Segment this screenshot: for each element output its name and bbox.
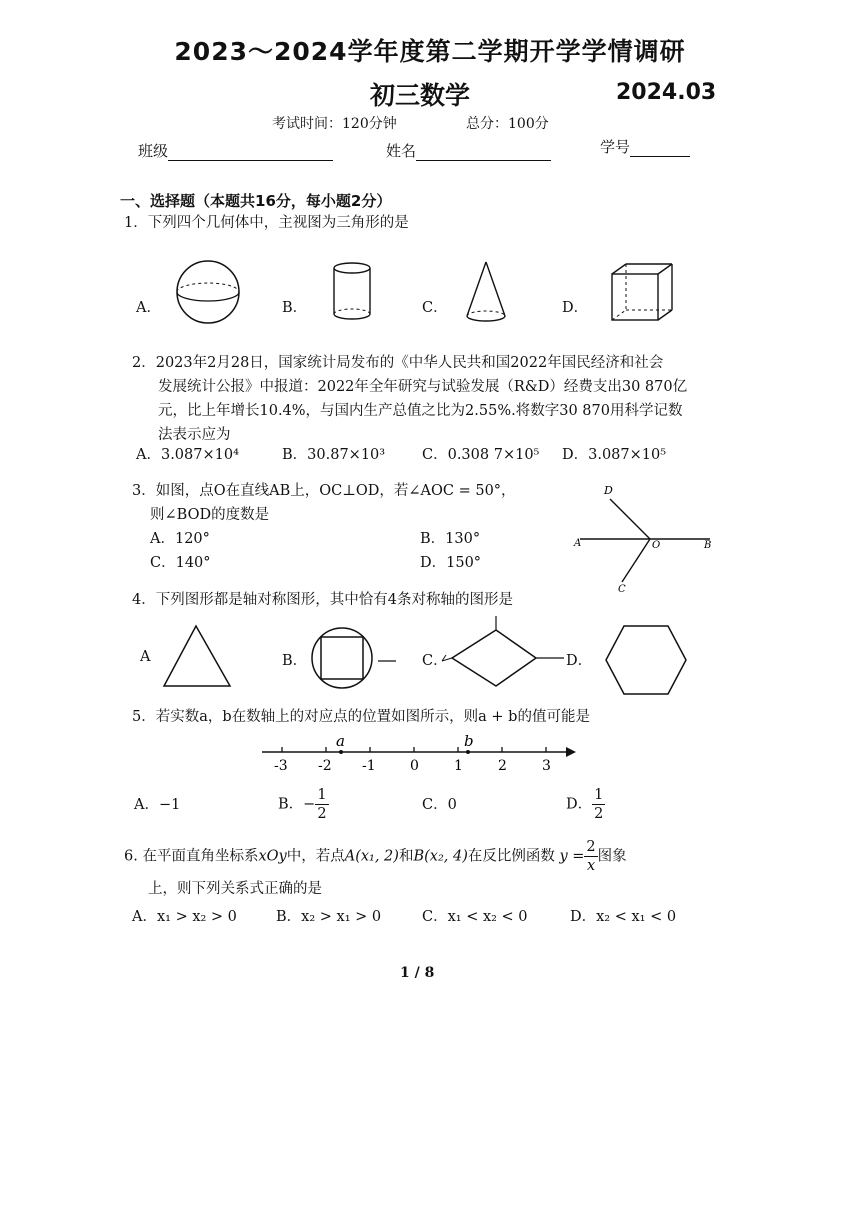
point-b-label: b xyxy=(464,732,474,750)
id-label: 学号 xyxy=(600,138,631,156)
number-line-tick-label: 1 xyxy=(454,758,463,774)
q5-option-a[interactable]: A．−1 xyxy=(134,797,181,813)
q4-option-c[interactable]: C． xyxy=(422,653,448,669)
q3-line-1: 3．如图，点O在直线AB上，OC⊥OD，若∠AOC = 50°， xyxy=(132,483,516,499)
label-b: B xyxy=(704,540,712,551)
q4-option-a[interactable]: A xyxy=(140,649,151,665)
number-line-tick-label: -2 xyxy=(318,758,332,774)
sphere-figure xyxy=(170,258,250,338)
q4-option-b[interactable]: B． xyxy=(282,653,308,669)
label-a: A xyxy=(574,538,582,549)
section-heading: 一、选择题（本题共16分，每小题2分） xyxy=(120,192,392,210)
q1-stem xyxy=(124,211,409,235)
point-a-label: a xyxy=(336,732,345,750)
cube-figure xyxy=(608,260,688,330)
q6-option-d[interactable]: D．x₂ < x₁ < 0 xyxy=(570,909,677,925)
q4-text: 下列图形都是轴对称图形，其中恰有4条对称轴的图形是 xyxy=(155,592,513,608)
q1-option-b[interactable]: B． xyxy=(282,300,308,316)
q5-option-d[interactable]: D． $\frac{1}{2}$ xyxy=(566,787,604,822)
class-field xyxy=(138,140,333,161)
exam-date: 2024.03 xyxy=(616,80,717,105)
q1-option-a[interactable]: A． xyxy=(136,300,161,316)
q6-option-a[interactable]: A．x₁ > x₂ > 0 xyxy=(132,909,237,925)
q5-option-c[interactable]: C．0 xyxy=(422,797,457,813)
fraction-half: $\frac{1}{2}$ xyxy=(317,787,327,822)
hexagon-figure xyxy=(598,620,694,700)
triangle-figure xyxy=(160,620,240,690)
q1-option-d[interactable]: D． xyxy=(562,300,589,316)
name-field xyxy=(386,140,551,161)
fraction-half: $\frac{1}{2}$ xyxy=(594,787,604,822)
q3-option-c[interactable]: C．140° xyxy=(150,555,211,571)
number-line-tick-label: -3 xyxy=(274,758,288,774)
q2-option-d[interactable]: D．3.087×10⁵ xyxy=(562,447,667,463)
number-line-figure xyxy=(260,732,590,782)
q3-stem xyxy=(132,479,516,527)
page-number: 1 / 8 xyxy=(400,965,435,981)
id-field xyxy=(600,136,690,157)
q6-option-c[interactable]: C．x₁ < x₂ < 0 xyxy=(422,909,528,925)
q6-number: 6. xyxy=(124,848,138,865)
q2-number: 2． xyxy=(132,355,156,371)
function-fraction: $\frac{2}{x}$ xyxy=(586,839,596,874)
q4-number: 4． xyxy=(132,592,156,608)
q3-line-2: 则∠BOD的度数是 xyxy=(150,507,270,523)
q6-line-2: 上，则下列关系式正确的是 xyxy=(148,881,322,897)
number-line-tick-label: 0 xyxy=(410,758,419,774)
q3-option-b[interactable]: B．130° xyxy=(420,531,481,547)
exam-subject: 初三数学 xyxy=(370,81,471,110)
q3-option-a[interactable]: A．120° xyxy=(150,531,210,547)
q5-option-b[interactable]: B．− $\frac{1}{2}$ xyxy=(278,787,327,822)
rhombus-figure xyxy=(436,612,576,702)
q2-stem xyxy=(132,351,732,447)
label-o: O xyxy=(652,540,661,551)
number-line-tick-label: -1 xyxy=(362,758,376,774)
q3-option-d[interactable]: D．150° xyxy=(420,555,482,571)
q5-number: 5． xyxy=(132,709,156,725)
q2-line-4: 法表示应为 xyxy=(158,427,231,443)
cone-figure xyxy=(462,258,512,328)
q6-stem: 6. 在平面直角坐标系xOy中，若点A(x₁, 2)和B(x₂, 4)在反比例函数 y = $\frac{2}{x}$图象 xyxy=(124,839,627,874)
q4-stem xyxy=(132,588,513,612)
name-label: 姓名 xyxy=(386,142,417,160)
q2-option-c[interactable]: C．0.308 7×10⁵ xyxy=(422,447,540,463)
q2-option-a[interactable]: A．3.087×10⁴ xyxy=(136,447,239,463)
q2-option-b[interactable]: B．30.87×10³ xyxy=(282,447,386,463)
q3-number: 3． xyxy=(132,483,156,499)
q1-number: 1． xyxy=(124,215,148,231)
id-blank[interactable] xyxy=(630,142,690,157)
q2-line-2: 发展统计公报》中报道：2022年全年研究与试验发展（R&D）经费支出30 870亿 xyxy=(158,379,688,395)
q5-stem xyxy=(132,705,590,729)
class-blank[interactable] xyxy=(168,146,333,161)
circle-square-figure xyxy=(306,624,416,694)
class-label: 班级 xyxy=(138,142,169,160)
q2-line-3: 元，比上年增长10.4%，与国内生产总值之比为2.55%.将数字30 870用科学记数 xyxy=(158,403,683,419)
number-line-tick-label: 3 xyxy=(542,758,551,774)
q4-option-d[interactable]: D． xyxy=(566,653,593,669)
q6-option-b[interactable]: B．x₂ > x₁ > 0 xyxy=(276,909,382,925)
exam-title: 2023～2024学年度第二学期开学学情调研 xyxy=(174,37,686,66)
q5-text: 若实数a，b在数轴上的对应点的位置如图所示，则a + b的值可能是 xyxy=(155,709,590,725)
q2-line-1: 2．2023年2月28日，国家统计局发布的《中华人民共和国2022年国民经济和社会 xyxy=(132,355,664,371)
cylinder-figure xyxy=(330,260,380,330)
angle-figure xyxy=(570,482,720,595)
label-d: D xyxy=(604,484,613,497)
q1-option-c[interactable]: C． xyxy=(422,300,448,316)
q1-text: 下列四个几何体中，主视图为三角形的是 xyxy=(147,215,409,231)
total-score: 总分：100分 xyxy=(466,116,549,132)
name-blank[interactable] xyxy=(416,146,551,161)
number-line-tick-label: 2 xyxy=(498,758,507,774)
label-c: C xyxy=(618,584,626,595)
exam-time: 考试时间：120分钟 xyxy=(272,116,397,132)
